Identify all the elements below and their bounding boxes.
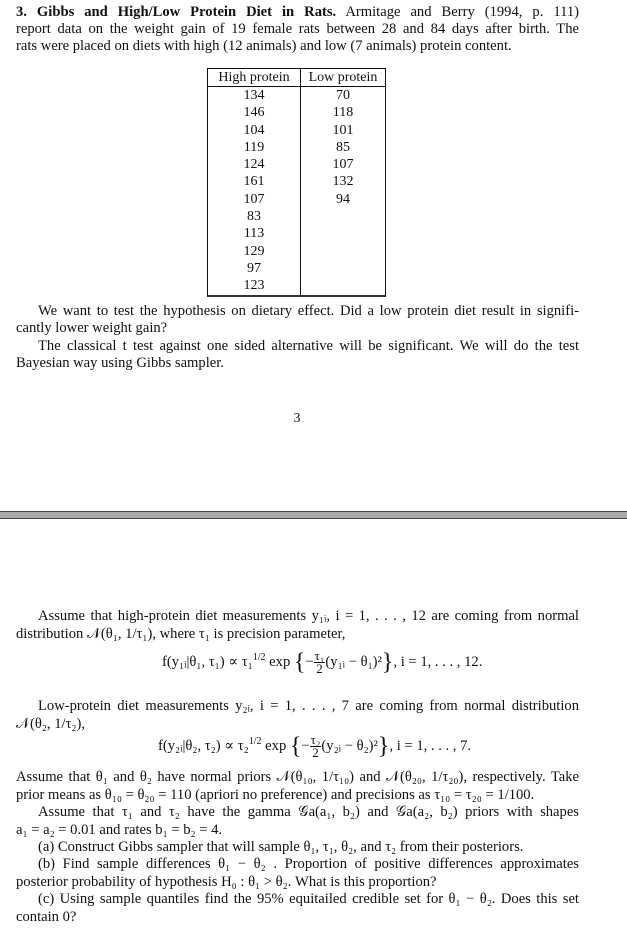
- table-row: 107 94: [208, 191, 385, 208]
- fraction: $\frac{\text{τ₂}}{2}$: [310, 732, 321, 760]
- hypothesis-paragraph-line-2: cantly lower weight gain?: [16, 320, 168, 336]
- table-row: 146 118: [208, 104, 385, 121]
- page-number: 3: [293, 411, 301, 426]
- table-row: 161 132: [208, 173, 385, 190]
- header-low-protein: Low protein: [301, 69, 386, 87]
- low-protein-assumption-line-1: Low-protein diet measurements y₂ᵢ, i = 1, . . . , 7 are coming from normal distribution: [38, 698, 579, 714]
- document-page-4: [0, 520, 627, 948]
- priors-line-2: prior means as θ₁₀ = θ₂₀ = 110 (apriori no preference) and precisions as τ₁₀ = τ₂₀ = 1/100.: [16, 787, 535, 803]
- ttest-paragraph-line-1: The classical t test against one sided alternative will be significant. We will do the test: [38, 338, 579, 354]
- weight-gain-table: [207, 68, 386, 297]
- table-row: 104 101: [208, 122, 385, 139]
- problem-intro-line-2: report data on the weight gain of 19 female rats between 28 and 84 days after birth. The: [16, 21, 579, 37]
- table-row: 83: [208, 208, 385, 225]
- table-row: 123: [208, 277, 385, 294]
- fraction: $\frac{\text{τ₁}}{2}$: [314, 648, 325, 676]
- question-b-line-1: (b) Find sample differences θ₁ − θ₂ . Proportion of positive differences approximates: [38, 856, 579, 872]
- table-row: 134 70: [208, 87, 385, 105]
- header-high-protein: High protein: [208, 69, 301, 87]
- problem-heading: 3. Gibbs and High/Low Protein Diet in Rats.: [16, 4, 337, 20]
- priors-line-1: Assume that θ₁ and θ₂ have normal priors 𝒩(θ₁₀, 1/τ₁₀) and 𝒩(θ₂₀, 1/τ₂₀), respectively. Take: [16, 769, 579, 785]
- low-protein-assumption-line-2: 𝒩(θ₂, 1/τ₂),: [16, 716, 86, 732]
- low-protein-likelihood-equation: f(y₂ᵢ|θ₂, τ₂) ∝ τ₂$^{1/2}$ exp {− $\frac{\text{τ₂}}{2}$ (y₂ᵢ − θ₂)²}, i = 1, . . . , 7.: [158, 732, 472, 760]
- question-c-line-2: contain 0?: [16, 909, 77, 925]
- problem-intro-line-1: 3. Gibbs and High/Low Protein Diet in Rats. Armitage and Berry (1994, p. 111): [16, 4, 579, 20]
- table-row: 129: [208, 243, 385, 260]
- gamma-priors-line-1: Assume that τ₁ and τ₂ have the gamma 𝒢a(a₁, b₂) and 𝒢a(a₂, b₂) priors with shapes: [38, 804, 579, 820]
- ttest-paragraph-line-2: Bayesian way using Gibbs sampler.: [16, 355, 224, 371]
- high-protein-likelihood-equation: f(y₁ᵢ|θ₁, τ₁) ∝ τ₁$^{1/2}$ exp {− $\frac{\text{τ₁}}{2}$ (y₁ᵢ − θ₁)²}, i = 1, . . . , 12.: [162, 648, 483, 676]
- table-row: 124 107: [208, 156, 385, 173]
- gamma-priors-line-2: a₁ = a₂ = 0.01 and rates b₁ = b₂ = 4.: [16, 822, 223, 838]
- question-b-line-2: posterior probability of hypothesis H₀ : θ₁ > θ₂. What is this proportion?: [16, 874, 437, 890]
- high-protein-assumption-line-1: Assume that high-protein diet measurements y₁ᵢ, i = 1, . . . , 12 are coming from normal: [38, 608, 579, 624]
- hypothesis-paragraph-line-1: We want to test the hypothesis on dietary effect. Did a low protein diet result in signifi-: [38, 303, 579, 319]
- problem-intro-line-3: rats were placed on diets with high (12 animals) and low (7 animals) protein content.: [16, 38, 512, 54]
- table-row: 119 85: [208, 139, 385, 156]
- high-protein-assumption-line-2: distribution 𝒩(θ₁, 1/τ₁), where τ₁ is precision parameter,: [16, 626, 346, 642]
- question-a: (a) Construct Gibbs sampler that will sample θ₁, τ₁, θ₂, and τ₂ from their posteriors.: [38, 839, 524, 855]
- table-row: 97: [208, 260, 385, 277]
- question-c-line-1: (c) Using sample quantiles find the 95% equitailed credible set for θ₁ − θ₂. Does this set: [38, 891, 579, 907]
- page-separator: [0, 511, 627, 519]
- table-row: 113: [208, 225, 385, 242]
